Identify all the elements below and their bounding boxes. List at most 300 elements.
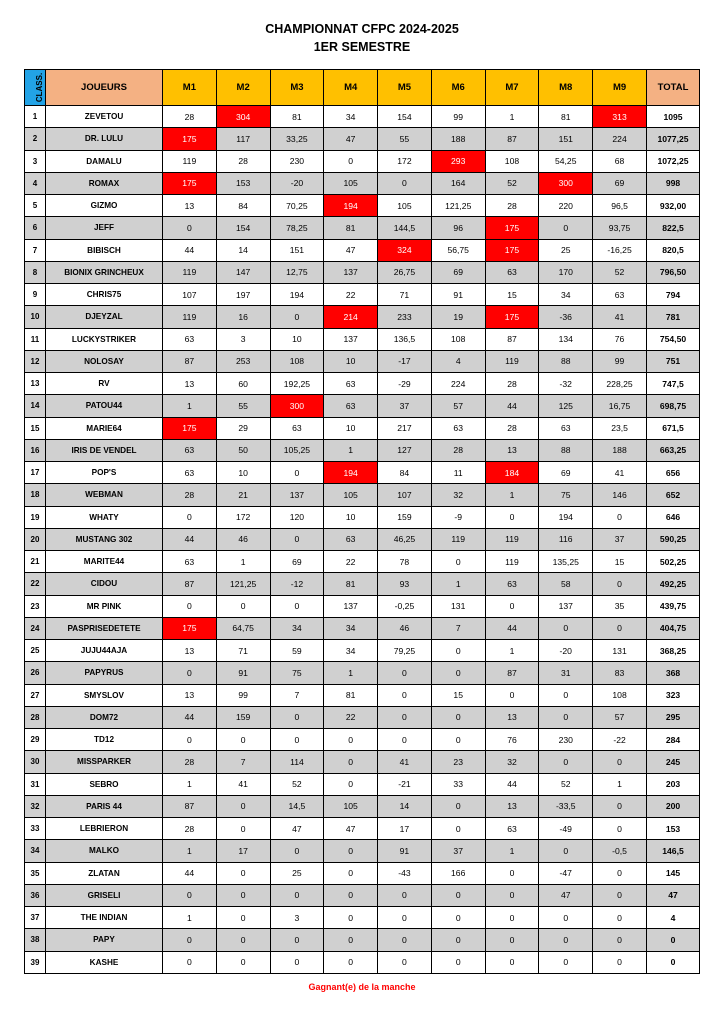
score-cell: 1 [485,640,539,662]
score-cell: 0 [270,840,324,862]
score-cell: 84 [378,462,432,484]
table-row [25,840,700,862]
score-cell: 3 [270,907,324,929]
score-cell: 55 [378,128,432,150]
rank-cell: 29 [25,729,46,751]
player-name-cell: RV [46,373,163,395]
score-cell: 57 [431,395,485,417]
score-cell: 0 [539,751,593,773]
table-row [25,350,700,372]
total-cell: 663,25 [647,439,700,461]
score-cell: 71 [378,284,432,306]
score-cell: 164 [431,172,485,194]
score-cell: 0 [378,172,432,194]
rank-cell: 27 [25,684,46,706]
score-cell: 0 [485,684,539,706]
score-cell: -0,5 [593,840,647,862]
score-cell: 34 [324,640,378,662]
score-cell: 119 [163,306,217,328]
rank-cell: 34 [25,840,46,862]
score-cell: 41 [593,462,647,484]
total-cell: 0 [647,929,700,951]
score-cell: 135,25 [539,551,593,573]
player-name-cell: DAMALU [46,150,163,172]
score-cell: -22 [593,729,647,751]
score-cell: 47 [270,818,324,840]
score-cell: 0 [378,662,432,684]
table-row [25,261,700,283]
score-cell: 105 [324,484,378,506]
score-cell: 76 [485,729,539,751]
score-cell: 46 [378,617,432,639]
score-cell: 313 [593,106,647,128]
score-cell: -36 [539,306,593,328]
score-cell: 22 [324,706,378,728]
total-column-header: TOTAL [647,70,700,106]
score-cell: 34 [270,617,324,639]
score-cell: 0 [431,907,485,929]
class-column-header: CLASS. [25,70,46,106]
score-cell: 13 [485,439,539,461]
standings-table [24,69,700,974]
score-cell: 63 [163,551,217,573]
score-cell: -47 [539,862,593,884]
total-cell: 754,50 [647,328,700,350]
score-cell: 44 [485,773,539,795]
score-cell: 1 [431,573,485,595]
score-cell: 0 [216,818,270,840]
score-cell: 91 [378,840,432,862]
table-row [25,417,700,439]
score-cell: 175 [485,306,539,328]
score-cell: 28 [485,195,539,217]
score-cell: 81 [539,106,593,128]
total-cell: 502,25 [647,551,700,573]
player-name-cell: LUCKYSTRIKER [46,328,163,350]
score-cell: 52 [539,773,593,795]
page-subtitle: 1ER SEMESTRE [313,40,411,54]
player-name-cell: DJEYZAL [46,306,163,328]
score-cell: 170 [539,261,593,283]
score-cell: 87 [163,350,217,372]
rank-cell: 6 [25,217,46,239]
player-name-cell: BIONIX GRINCHEUX [46,261,163,283]
score-cell: 0 [324,951,378,973]
score-cell: -33,5 [539,795,593,817]
score-cell: 88 [539,350,593,372]
score-cell: 0 [539,684,593,706]
score-cell: 33,25 [270,128,324,150]
rank-cell: 9 [25,284,46,306]
score-cell: -12 [270,573,324,595]
score-cell: 35 [593,595,647,617]
score-cell: 44 [163,239,217,261]
total-cell: 203 [647,773,700,795]
score-cell: 0 [216,795,270,817]
score-cell: 32 [431,484,485,506]
score-cell: 175 [485,239,539,261]
table-row [25,818,700,840]
score-cell: 87 [485,328,539,350]
rank-cell: 28 [25,706,46,728]
round-column-header: M5 [378,70,432,106]
score-cell: 93 [378,573,432,595]
score-cell: 25 [270,862,324,884]
rank-cell: 36 [25,884,46,906]
score-cell: 224 [593,128,647,150]
score-cell: 71 [216,640,270,662]
score-cell: 10 [216,462,270,484]
total-cell: 0 [647,951,700,973]
rank-cell: 32 [25,795,46,817]
player-name-cell: ZLATAN [46,862,163,884]
table-row [25,884,700,906]
score-cell: 0 [378,729,432,751]
score-cell: 52 [593,261,647,283]
total-cell: 1072,25 [647,150,700,172]
score-cell: 81 [324,573,378,595]
table-row [25,551,700,573]
score-cell: 12,75 [270,261,324,283]
score-cell: 175 [163,128,217,150]
score-cell: 81 [324,684,378,706]
table-row [25,773,700,795]
score-cell: 0 [593,884,647,906]
score-cell: 41 [593,306,647,328]
rank-cell: 33 [25,818,46,840]
total-cell: 323 [647,684,700,706]
score-cell: 253 [216,350,270,372]
score-cell: 23,5 [593,417,647,439]
score-cell: 0 [593,951,647,973]
score-cell: 13 [485,706,539,728]
table-row [25,617,700,639]
rank-cell: 3 [25,150,46,172]
score-cell: 44 [163,862,217,884]
table-row [25,150,700,172]
score-cell: 0 [378,706,432,728]
score-cell: 175 [163,617,217,639]
score-cell: 17 [378,818,432,840]
score-cell: 63 [324,373,378,395]
total-cell: 656 [647,462,700,484]
score-cell: 34 [324,617,378,639]
player-name-cell: THE INDIAN [46,907,163,929]
score-cell: 63 [270,417,324,439]
score-cell: 15 [593,551,647,573]
score-cell: 0 [593,818,647,840]
rank-cell: 18 [25,484,46,506]
score-cell: 144,5 [378,217,432,239]
score-cell: 0 [163,884,217,906]
score-cell: 0 [270,462,324,484]
total-cell: 146,5 [647,840,700,862]
score-cell: 50 [216,439,270,461]
score-cell: 0 [270,306,324,328]
table-row [25,573,700,595]
rank-cell: 37 [25,907,46,929]
score-cell: 0 [539,840,593,862]
player-name-cell: DOM72 [46,706,163,728]
score-cell: 41 [216,773,270,795]
score-cell: 26,75 [378,261,432,283]
total-cell: 1095 [647,106,700,128]
score-cell: 166 [431,862,485,884]
score-cell: 0 [378,907,432,929]
total-cell: 646 [647,506,700,528]
rank-cell: 15 [25,417,46,439]
score-cell: 57 [593,706,647,728]
round-column-header: M6 [431,70,485,106]
rank-cell: 25 [25,640,46,662]
table-row [25,640,700,662]
rank-cell: 8 [25,261,46,283]
score-cell: 0 [378,684,432,706]
score-cell: 119 [485,350,539,372]
table-row [25,506,700,528]
score-cell: 154 [216,217,270,239]
score-cell: 0 [431,795,485,817]
player-name-cell: POP'S [46,462,163,484]
score-cell: 0 [270,951,324,973]
table-row [25,951,700,973]
score-cell: 300 [270,395,324,417]
player-name-cell: BIBISCH [46,239,163,261]
score-cell: 137 [270,484,324,506]
score-cell: 63 [485,573,539,595]
total-cell: 492,25 [647,573,700,595]
player-name-cell: KASHE [46,951,163,973]
total-cell: 153 [647,818,700,840]
player-name-cell: MUSTANG 302 [46,528,163,550]
score-cell: 44 [485,395,539,417]
score-cell: 119 [431,528,485,550]
score-cell: 151 [270,239,324,261]
score-cell: 0 [431,662,485,684]
page-title: CHAMPIONNAT CFPC 2024-2025 [265,22,459,36]
rank-cell: 26 [25,662,46,684]
score-cell: -32 [539,373,593,395]
score-cell: 52 [485,172,539,194]
score-cell: 175 [163,417,217,439]
score-cell: 10 [324,350,378,372]
total-cell: 245 [647,751,700,773]
score-cell: 107 [378,484,432,506]
score-cell: 224 [431,373,485,395]
score-cell: 159 [378,506,432,528]
player-name-cell: CIDOU [46,573,163,595]
score-cell: 0 [539,907,593,929]
score-cell: 0 [324,150,378,172]
score-cell: 63 [593,284,647,306]
player-name-cell: ROMAX [46,172,163,194]
score-cell: 119 [485,551,539,573]
total-cell: 781 [647,306,700,328]
score-cell: 91 [431,284,485,306]
total-cell: 4 [647,907,700,929]
score-cell: 37 [593,528,647,550]
score-cell: 75 [539,484,593,506]
score-cell: 233 [378,306,432,328]
score-cell: 105 [324,795,378,817]
total-cell: 822,5 [647,217,700,239]
score-cell: 63 [431,417,485,439]
score-cell: 105 [324,172,378,194]
round-column-header: M7 [485,70,539,106]
score-cell: 188 [431,128,485,150]
rank-cell: 31 [25,773,46,795]
score-cell: 81 [324,217,378,239]
total-cell: 796,50 [647,261,700,283]
player-name-cell: PASPRISEDETETE [46,617,163,639]
score-cell: 293 [431,150,485,172]
players-column-header: JOUEURS [46,70,163,106]
score-cell: 83 [593,662,647,684]
score-cell: 28 [485,417,539,439]
score-cell: 0 [270,929,324,951]
score-cell: 29 [216,417,270,439]
score-cell: 52 [270,773,324,795]
score-cell: -29 [378,373,432,395]
score-cell: 197 [216,284,270,306]
score-cell: 28 [163,818,217,840]
score-cell: 0 [593,573,647,595]
score-cell: 60 [216,373,270,395]
player-name-cell: MALKO [46,840,163,862]
score-cell: 64,75 [216,617,270,639]
round-column-header: M8 [539,70,593,106]
score-cell: 214 [324,306,378,328]
score-cell: 172 [216,506,270,528]
rank-cell: 10 [25,306,46,328]
score-cell: 1 [485,484,539,506]
score-cell: 0 [324,929,378,951]
table-row [25,729,700,751]
total-cell: 200 [647,795,700,817]
score-cell: 28 [163,106,217,128]
score-cell: 41 [378,751,432,773]
score-cell: 228,25 [593,373,647,395]
score-cell: -9 [431,506,485,528]
score-cell: 84 [216,195,270,217]
score-cell: 147 [216,261,270,283]
score-cell: 0 [593,862,647,884]
score-cell: 28 [163,484,217,506]
total-cell: 590,25 [647,528,700,550]
score-cell: -17 [378,350,432,372]
player-name-cell: JEFF [46,217,163,239]
score-cell: 1 [593,773,647,795]
total-cell: 368,25 [647,640,700,662]
total-cell: 794 [647,284,700,306]
score-cell: 192,25 [270,373,324,395]
total-cell: 652 [647,484,700,506]
score-cell: 70,25 [270,195,324,217]
player-name-cell: ZEVETOU [46,106,163,128]
score-cell: 13 [163,195,217,217]
score-cell: 324 [378,239,432,261]
score-cell: 0 [216,884,270,906]
score-cell: 184 [485,462,539,484]
score-cell: 13 [485,795,539,817]
score-cell: 21 [216,484,270,506]
score-cell: 63 [485,818,539,840]
player-name-cell: SEBRO [46,773,163,795]
table-row [25,373,700,395]
total-cell: 998 [647,172,700,194]
total-cell: 295 [647,706,700,728]
score-cell: 28 [431,439,485,461]
rank-cell: 30 [25,751,46,773]
score-cell: 1 [163,773,217,795]
score-cell: 7 [270,684,324,706]
score-cell: 13 [163,640,217,662]
score-cell: 0 [163,729,217,751]
score-cell: 56,75 [431,239,485,261]
score-cell: 131 [593,640,647,662]
score-cell: 1 [485,106,539,128]
score-cell: 81 [270,106,324,128]
score-cell: 68 [593,150,647,172]
score-cell: 34 [539,284,593,306]
score-cell: 55 [216,395,270,417]
score-cell: 0 [485,884,539,906]
round-column-header: M9 [593,70,647,106]
player-name-cell: TD12 [46,729,163,751]
score-cell: 0 [431,818,485,840]
score-cell: 137 [324,328,378,350]
score-cell: 137 [539,595,593,617]
player-name-cell: JUJU44AJA [46,640,163,662]
score-cell: 119 [163,261,217,283]
score-cell: 230 [539,729,593,751]
player-name-cell: PATOU44 [46,395,163,417]
score-cell: 136,5 [378,328,432,350]
rank-cell: 1 [25,106,46,128]
score-cell: 0 [216,729,270,751]
score-cell: -20 [270,172,324,194]
score-cell: 0 [485,506,539,528]
player-name-cell: IRIS DE VENDEL [46,439,163,461]
score-cell: 220 [539,195,593,217]
score-cell: 87 [485,128,539,150]
score-cell: 15 [431,684,485,706]
score-cell: 0 [378,884,432,906]
score-cell: 108 [485,150,539,172]
score-cell: 146 [593,484,647,506]
table-row [25,239,700,261]
score-cell: 116 [539,528,593,550]
score-cell: 0 [378,929,432,951]
score-cell: 1 [163,395,217,417]
score-cell: 69 [539,462,593,484]
score-cell: 0 [539,929,593,951]
score-cell: -49 [539,818,593,840]
score-cell: 105 [378,195,432,217]
rank-cell: 19 [25,506,46,528]
score-cell: 63 [163,462,217,484]
score-cell: -43 [378,862,432,884]
table-row [25,662,700,684]
total-cell: 671,5 [647,417,700,439]
score-cell: 69 [593,172,647,194]
score-cell: -21 [378,773,432,795]
table-row [25,328,700,350]
table-row [25,795,700,817]
rank-cell: 5 [25,195,46,217]
table-row [25,751,700,773]
table-row [25,284,700,306]
